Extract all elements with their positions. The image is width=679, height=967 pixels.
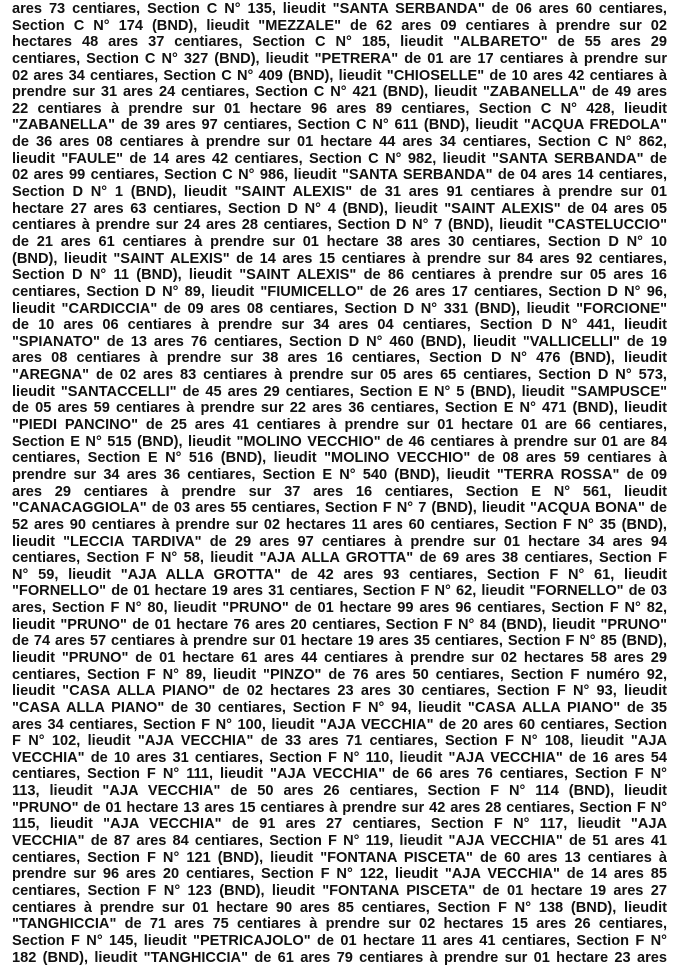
text-line: lieudit "PRUNO" de 01 hectare 76 ares 20 centiares, Section F N° 84 (BND), lieudit "PRUNO" <box>12 616 667 633</box>
text-line: VECCHIA" de 10 ares 31 centiares, Section F N° 110, lieudit "AJA VECCHIA" de 16 ares 54 <box>12 749 667 766</box>
text-line: centiares, Section F N° 123 (BND), lieudit "FONTANA PISCETA" de 01 hectare 19 ares 27 <box>12 882 667 899</box>
text-line: Section C N° 174 (BND), lieudit "MEZZALE" de 62 ares 09 centiares à prendre sur 02 <box>12 17 667 34</box>
text-line: prendre sur 31 ares 24 centiares, Section C N° 421 (BND), lieudit "ZABANELLA" de 49 ares <box>12 84 667 101</box>
text-line: centiares, Section F N° 121 (BND), lieudit "FONTANA PISCETA" de 60 ares 13 centiares à <box>12 849 667 866</box>
text-line: 113, lieudit "AJA VECCHIA" de 50 ares 26 centiares, Section F N° 114 (BND), lieudit <box>12 783 667 800</box>
text-line: lieudit "CASA ALLA PIANO" de 02 hectares 23 ares 30 centiares, Section F N° 93, lieudit <box>12 683 667 700</box>
text-line: VECCHIA" de 87 ares 84 centiares, Section F N° 119, lieudit "AJA VECCHIA" de 51 ares 41 <box>12 833 667 850</box>
text-line: (BND), lieudit "SAINT ALEXIS" de 14 ares 15 centiares à prendre sur 84 ares 92 centiares, <box>12 250 667 267</box>
text-line: Section D N° 11 (BND), lieudit "SAINT ALEXIS" de 86 centiares à prendre sur 05 ares 16 <box>12 267 667 284</box>
text-line: "PRUNO" de 01 hectare 13 ares 15 centiares à prendre sur 42 ares 28 centiares, Section F N° <box>12 799 667 816</box>
text-line: de 10 ares 06 centiares à prendre sur 34 ares 04 centiares, Section D N° 441, lieudit <box>12 317 667 334</box>
text-line: "CASA ALLA PIANO" de 30 centiares, Section F N° 94, lieudit "CASA ALLA PIANO" de 35 <box>12 699 667 716</box>
text-line: lieudit "LECCIA TARDIVA" de 29 ares 97 centiares à prendre sur 01 hectare 34 ares 94 <box>12 533 667 550</box>
text-line: ares 29 centiares à prendre sur 37 ares 16 centiares, Section E N° 561, lieudit <box>12 483 667 500</box>
text-line: 02 ares 99 centiares, Section C N° 986, lieudit "SANTA SERBANDA" de 04 ares 14 centiares, <box>12 167 667 184</box>
text-line: centiares, Section F N° 111, lieudit "AJA VECCHIA" de 66 ares 76 centiares, Section F N° <box>12 766 667 783</box>
text-line: centiares, Section D N° 89, lieudit "FIUMICELLO" de 26 ares 17 centiares, Section D N° 96, <box>12 283 667 300</box>
text-line: centiares à prendre sur 24 ares 28 centiares, Section D N° 7 (BND), lieudit "CASTELUCCIO" <box>12 217 667 234</box>
text-line: de 05 ares 59 centiares à prendre sur 22 ares 36 centiares, Section E N° 471 (BND), lieudit <box>12 400 667 417</box>
text-line: ares, Section F N° 80, lieudit "PRUNO" de 01 hectare 99 ares 96 centiares, Section F N° 82, <box>12 600 667 617</box>
text-line: "TANGHICCIA" de 71 ares 75 centiares à prendre sur 02 hectares 15 ares 26 centiares, <box>12 916 667 933</box>
text-line: "ZABANELLA" de 39 ares 97 centiares, Section C N° 611 (BND), lieudit "ACQUA FREDOLA" <box>12 117 667 134</box>
text-line: F N° 102, lieudit "AJA VECCHIA" de 33 ares 71 centiares, Section F N° 108, lieudit "AJA <box>12 733 667 750</box>
text-line: prendre sur 34 ares 36 centiares, Section E N° 540 (BND), lieudit "TERRA ROSSA" de 09 <box>12 466 667 483</box>
text-line: centiares, Section C N° 327 (BND), lieudit "PETRERA" de 01 are 17 centiares à prendre sur <box>12 50 667 67</box>
text-line: 115, lieudit "AJA VECCHIA" de 91 ares 27 centiares, Section F N° 117, lieudit "AJA <box>12 816 667 833</box>
text-line: Section F N° 145, lieudit "PETRICAJOLO" de 01 hectare 11 ares 41 centiares, Section F N° <box>12 932 667 949</box>
text-line: Section E N° 515 (BND), lieudit "MOLINO VECCHIO" de 46 centiares à prendre sur 01 are 84 <box>12 433 667 450</box>
text-line: hectares 48 ares 37 centiares, Section C N° 185, lieudit "ALBARETO" de 55 ares 29 <box>12 34 667 51</box>
text-line: "FORNELLO" de 01 hectare 19 ares 31 centiares, Section F N° 62, lieudit "FORNELLO" de 03 <box>12 583 667 600</box>
text-line: "SPIANATO" de 13 ares 76 centiares, Section D N° 460 (BND), lieudit "VALLICELLI" de 19 <box>12 333 667 350</box>
text-line: lieudit "PRUNO" de 01 hectare 61 ares 44 centiares à prendre sur 02 hectares 58 ares 29 <box>12 649 667 666</box>
text-line: Section D N° 1 (BND), lieudit "SAINT ALEXIS" de 31 ares 91 centiares à prendre sur 01 <box>12 184 667 201</box>
text-line: centiares, Section F N° 58, lieudit "AJA ALLA GROTTA" de 69 ares 38 centiares, Section F <box>12 550 667 567</box>
text-line: prendre sur 96 ares 20 centiares, Section F N° 122, lieudit "AJA VECCHIA" de 14 ares 85 <box>12 866 667 883</box>
text-line: N° 59, lieudit "AJA ALLA GROTTA" de 42 ares 93 centiares, Section F N° 61, lieudit <box>12 566 667 583</box>
text-line: 182 (BND), lieudit "TANGHICCIA" de 61 ares 79 centiares à prendre sur 01 hectare 23 ares <box>12 949 667 966</box>
text-line: 52 ares 90 centiares à prendre sur 02 hectares 11 ares 60 centiares, Section F N° 35 (BND), <box>12 516 667 533</box>
text-line: "AREGNA" de 02 ares 83 centiares à prendre sur 05 ares 65 centiares, Section D N° 573, <box>12 367 667 384</box>
text-line: lieudit "CARDICCIA" de 09 ares 08 centiares, Section D N° 331 (BND), lieudit "FORCIONE" <box>12 300 667 317</box>
text-line: 02 ares 34 centiares, Section C N° 409 (BND), lieudit "CHIOSELLE" de 10 ares 42 centiares à <box>12 67 667 84</box>
text-line: ares 73 centiares, Section C N° 135, lieudit "SANTA SERBANDA" de 06 ares 60 centiares, <box>12 1 667 17</box>
text-line: centiares, Section F N° 89, lieudit "PINZO" de 76 ares 50 centiares, Section F numéro 92, <box>12 666 667 683</box>
text-line: "PIEDI PANCINO" de 25 ares 41 centiares à prendre sur 01 hectare 01 are 66 centiares, <box>12 417 667 434</box>
body-paragraph <box>12 1 667 966</box>
document-page <box>12 1 667 966</box>
text-line: ares 08 centiares à prendre sur 38 ares 16 centiares, Section D N° 476 (BND), lieudit <box>12 350 667 367</box>
text-line: de 74 ares 57 centiares à prendre sur 01 hectare 19 ares 35 centiares, Section F N° 85 (BND), <box>12 633 667 650</box>
text-line: centiares, Section E N° 516 (BND), lieudit "MOLINO VECCHIO" de 08 ares 59 centiares à <box>12 450 667 467</box>
text-line: de 21 ares 61 centiares à prendre sur 01 hectare 38 ares 30 centiares, Section D N° 10 <box>12 233 667 250</box>
text-line: lieudit "SANTACCELLI" de 45 ares 29 centiares, Section E N° 5 (BND), lieudit "SAMPUSCE" <box>12 383 667 400</box>
text-line: lieudit "FAULE" de 14 ares 42 centiares, Section C N° 982, lieudit "SANTA SERBANDA" de <box>12 150 667 167</box>
text-line: centiares à prendre sur 01 hectare 90 ares 85 centiares, Section F N° 138 (BND), lieudit <box>12 899 667 916</box>
text-line: "CANACAGGIOLA" de 03 ares 55 centiares, Section F N° 7 (BND), lieudit "ACQUA BONA" de <box>12 500 667 517</box>
text-line: ares 34 centiares, Section F N° 100, lieudit "AJA VECCHIA" de 20 ares 60 centiares, Section <box>12 716 667 733</box>
text-line: hectare 27 ares 63 centiares, Section D N° 4 (BND), lieudit "SAINT ALEXIS" de 04 ares 05 <box>12 200 667 217</box>
text-line: 22 centiares à prendre sur 01 hectare 96 ares 89 centiares, Section C N° 428, lieudit <box>12 100 667 117</box>
text-line: de 36 ares 08 centiares à prendre sur 01 hectare 44 ares 34 centiares, Section C N° 862, <box>12 134 667 151</box>
